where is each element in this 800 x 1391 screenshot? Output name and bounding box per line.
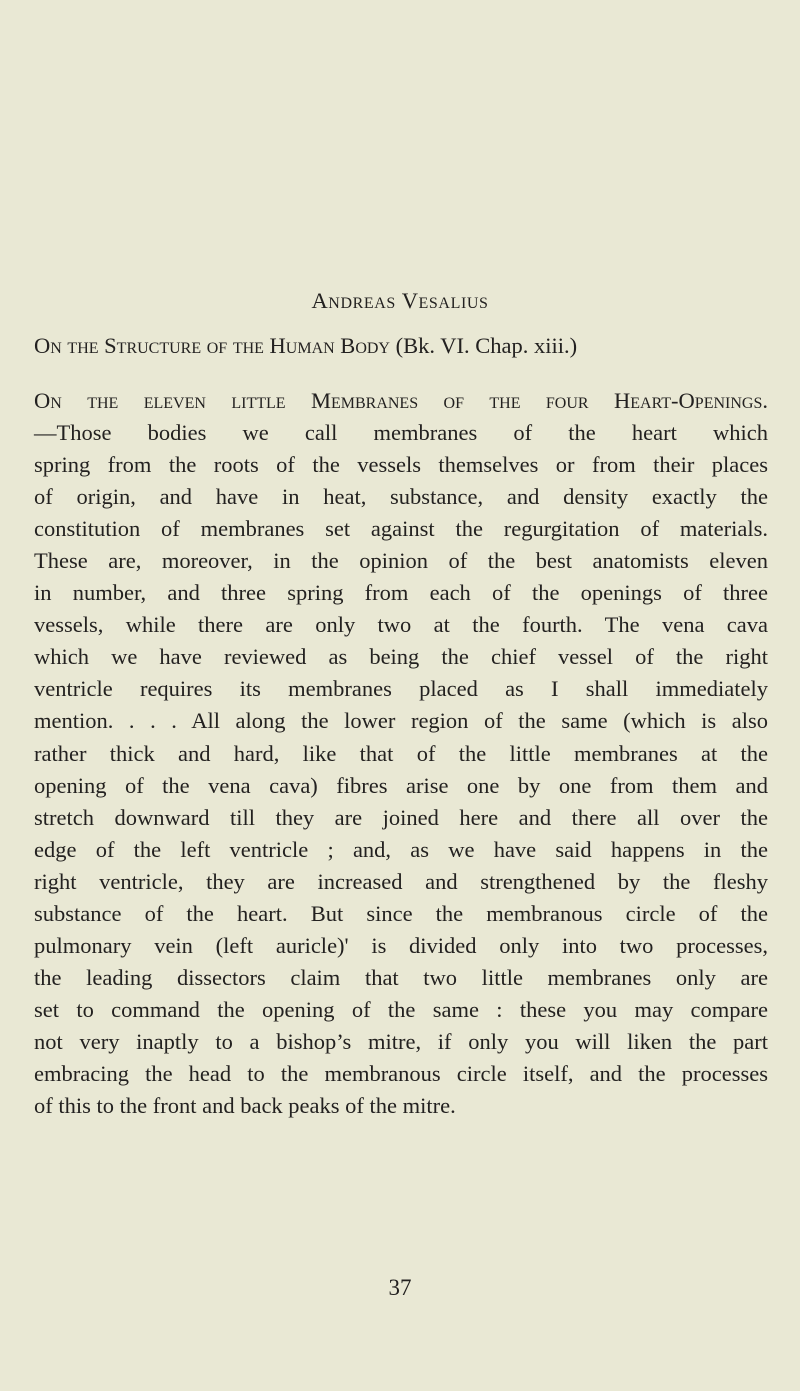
- text-line: rather thick and hard, like that of the little membranes at the: [34, 740, 768, 766]
- text-line: stretch downward till they are joined here and there all over the: [34, 804, 768, 830]
- text-line: vessels, while there are only two at the fourth. The vena cava: [34, 612, 768, 638]
- author-heading: Andreas Vesalius: [311, 288, 489, 313]
- text-line: edge of the left ventricle ; and, as we have said happens in the: [34, 836, 768, 862]
- text-line-content: —Those bodies we call membranes of the heart which: [34, 420, 768, 446]
- text-line: not very inaptly to a bishop’s mitre, if only you will liken the part: [34, 1028, 768, 1054]
- text-line: constitution of membranes set against the regurgitation of materials.: [34, 516, 768, 542]
- text-line: These are, moreover, in the opinion of the best anatomists eleven: [34, 548, 768, 574]
- text-line: embracing the head to the membranous circle itself, and the processes: [34, 1060, 768, 1086]
- work-title-reference: (Bk. VI. Chap. xiii.): [395, 333, 578, 358]
- text-line: of origin, and have in heat, substance, and density exactly the: [34, 484, 768, 510]
- text-line: spring from the roots of the vessels themselves or from their places: [34, 452, 768, 478]
- text-line: [34, 417, 768, 449]
- work-title: [34, 331, 794, 361]
- text-line: set to command the opening of the same : these you may compare: [34, 996, 768, 1022]
- text-line: which we have reviewed as being the chief vessel of the right: [34, 644, 768, 670]
- text-line: right ventricle, they are increased and strengthened by the fleshy: [34, 868, 768, 894]
- text-line: in number, and three spring from each of the openings of three: [34, 580, 768, 606]
- text-line: pulmonary vein (left auricle)' is divided only into two processes,: [34, 932, 768, 958]
- text-line: the leading dissectors claim that two little membranes only are: [34, 964, 768, 990]
- text-line: mention. . . . All along the lower region of the same (which is also: [34, 708, 768, 734]
- text-line: opening of the vena cava) fibres arise one by one from them and: [34, 772, 768, 798]
- page-number: 37: [388, 1275, 412, 1300]
- text-line: of this to the front and back peaks of the mitre.: [34, 1093, 456, 1119]
- work-title-main: On the Structure of the Human Body: [34, 333, 390, 358]
- text-line: ventricle requires its membranes placed as I shall immediately: [34, 676, 768, 702]
- text-line: substance of the heart. But since the membranous circle of the: [34, 900, 768, 926]
- section-heading: On the eleven little Membranes of the four Heart-Openings.: [34, 388, 768, 413]
- section-text: [34, 385, 768, 1122]
- text-line: [34, 385, 768, 417]
